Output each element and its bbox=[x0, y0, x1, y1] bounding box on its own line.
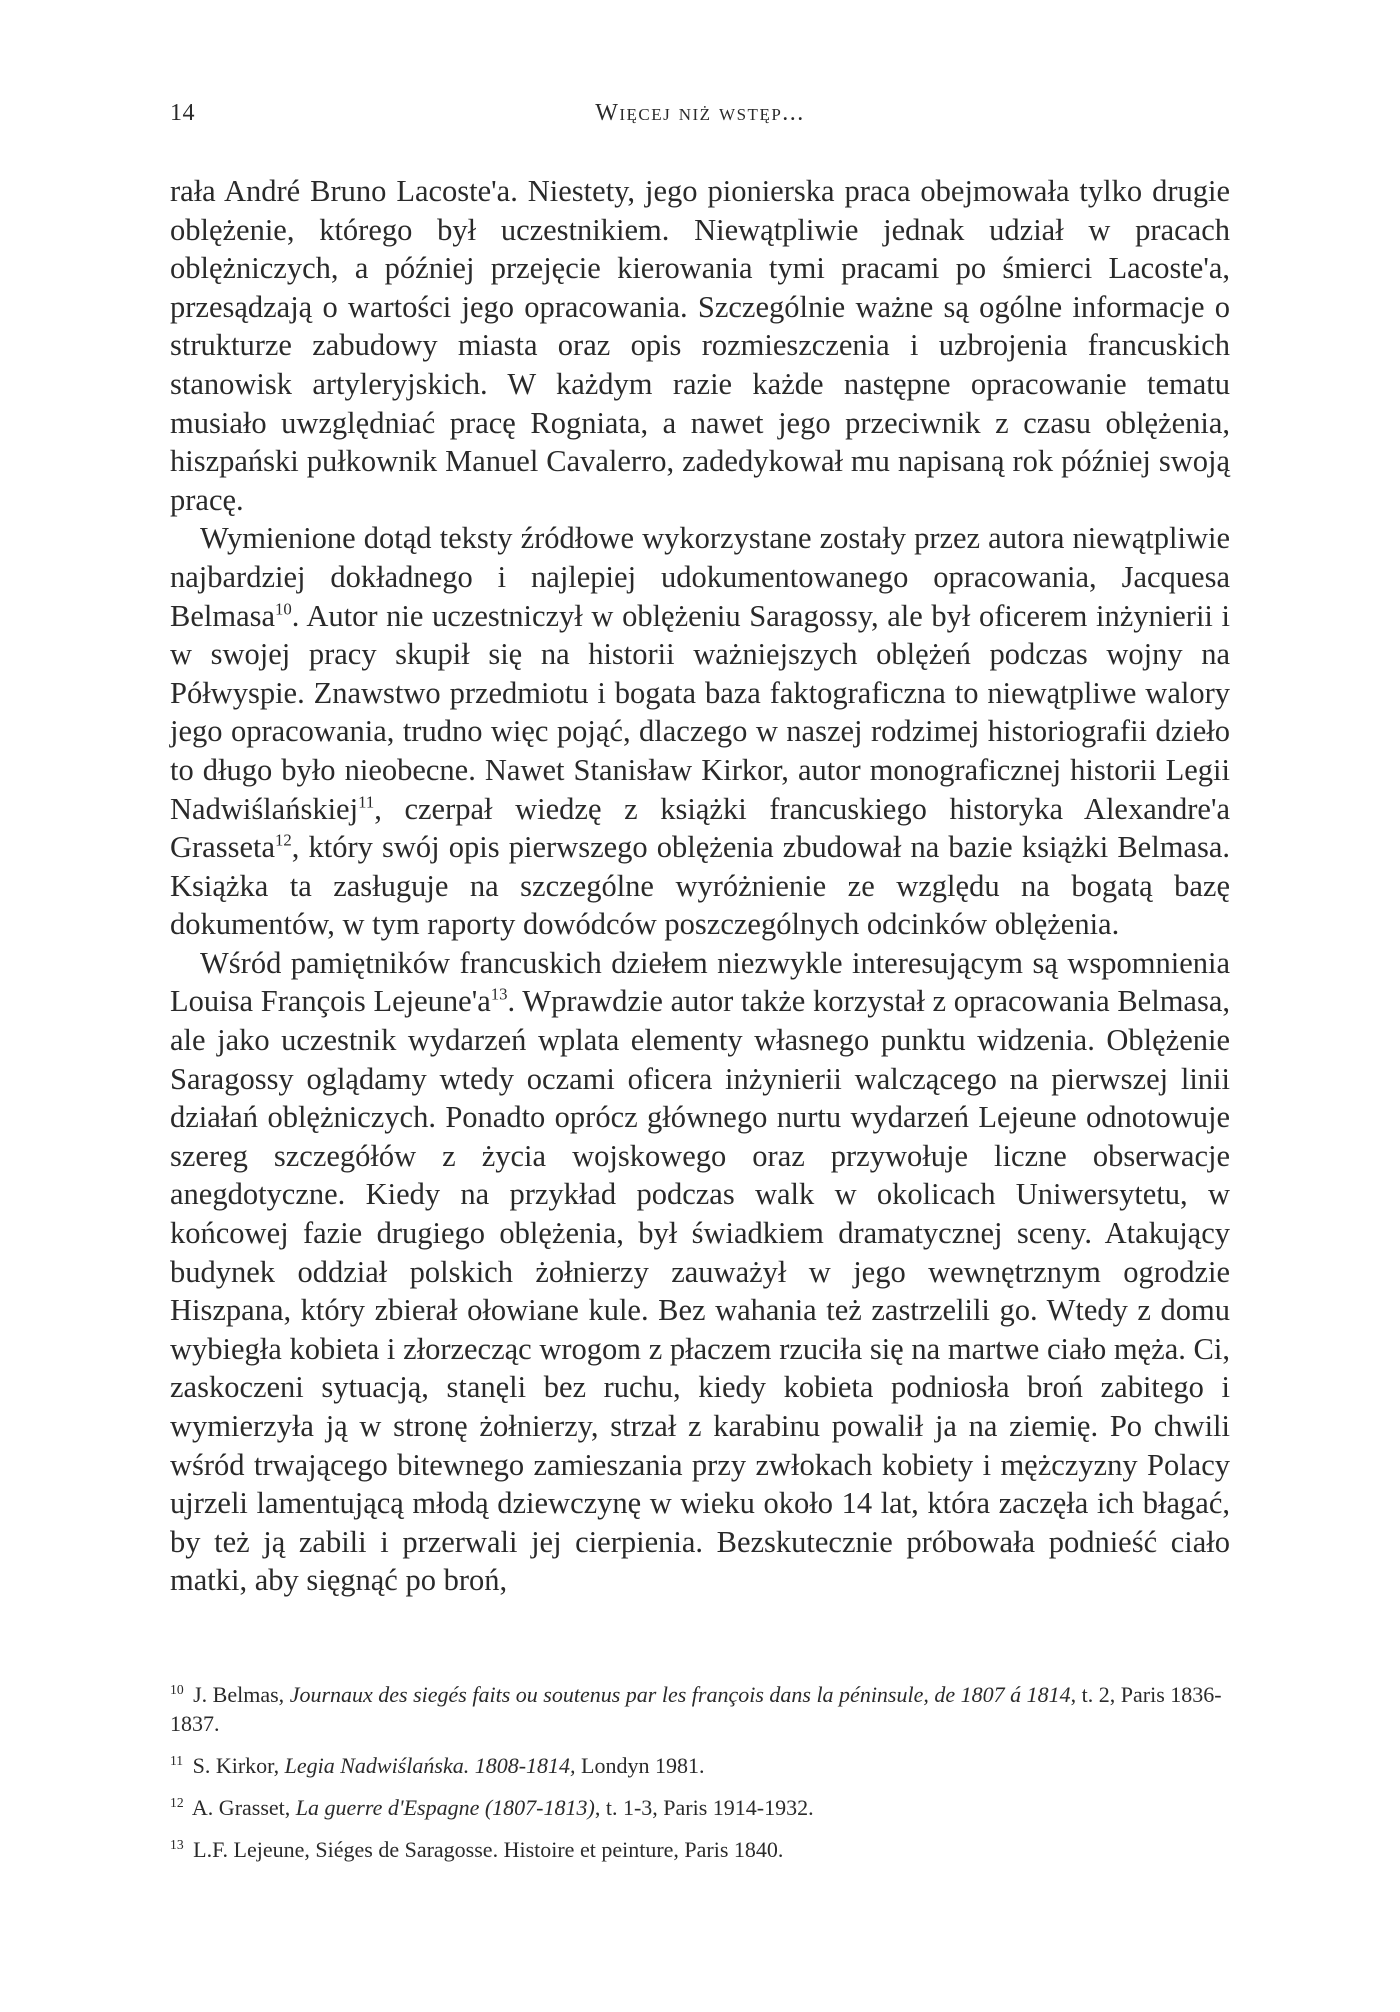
footnote-author: J. Belmas, bbox=[193, 1682, 285, 1707]
footnote-number: 11 bbox=[170, 1752, 184, 1768]
paragraph-2-text-a: Wymienione dotąd teksty źródłowe wykorzystane zostały przez autora niewątpliwie najbardziej dokładnego i najlepiej udokumentowanego opracowania, Jacquesa Belmasa bbox=[170, 521, 1230, 633]
body-text bbox=[170, 172, 1230, 1600]
footnote-rest: Londyn 1981. bbox=[575, 1753, 705, 1778]
paragraph-2-text-d: , który swój opis pierwszego oblężenia zbudował na bazie książki Belmasa. Książka ta zasługuje na szczególne wyróżnienie ze względu na bogatą bazę dokumentów, w tym raporty dowódców poszczególnych odcinków oblężenia. bbox=[170, 830, 1230, 942]
paragraph-3 bbox=[170, 944, 1230, 1600]
footnote-ref-11: 11 bbox=[358, 791, 375, 811]
page-number: 14 bbox=[170, 100, 195, 126]
footnote-number: 12 bbox=[170, 1794, 184, 1810]
footnote-author: S. Kirkor, bbox=[192, 1753, 280, 1778]
paragraph-1-text: rała André Bruno Lacoste'a. Niestety, jego pionierska praca obejmowała tylko drugie oblężenie, którego był uczestnikiem. Niewątpliwie jednak udział w pracach oblężniczych, a później przejęcie kierowania tymi pracami po śmierci Lacoste'a, przesądzają o wartości jego opracowania. Szczególnie ważne są ogólne informacje o strukturze zabudowy miasta oraz opis rozmieszczenia i uzbrojenia francuskich stanowisk artyleryjskich. W każdym razie każde następne opracowanie tematu musiało uwzględniać pracę Rogniata, a nawet jego przeciwnik z czasu oblężenia, hiszpański pułkownik Manuel Cavalerro, zadedykował mu napisaną rok później swoją pracę. bbox=[170, 174, 1230, 517]
footnote-number: 10 bbox=[170, 1681, 184, 1697]
footnote-13 bbox=[170, 1835, 1230, 1864]
footnote-rest: Siéges de Saragosse. Histoire et peinture, Paris 1840. bbox=[315, 1837, 784, 1862]
footnote-ref-10: 10 bbox=[275, 598, 292, 618]
paragraph-1 bbox=[170, 172, 1230, 519]
paragraph-2-text-b: . Autor nie uczestniczył w oblężeniu Saragossy, ale był oficerem inżynierii i w swojej pracy skupił się na historii ważniejszych oblężeń podczas wojny na Półwyspie. Znawstwo przedmiotu i bogata baza faktograficzna to niewątpliwe walory jego opracowania, trudno więc pojąć, dlaczego w naszej rodzimej historiografii dzieło to długo było nieobecne. Nawet Stanisław Kirkor, autor monograficznej historii Legii Nadwiślańskiej bbox=[170, 598, 1230, 826]
footnote-ref-13: 13 bbox=[490, 984, 508, 1004]
footnote-number: 13 bbox=[170, 1836, 184, 1852]
footnote-11 bbox=[170, 1751, 1230, 1780]
paragraph-2-text-c: , czerpał wiedzę z książki francuskiego historyka Alexandre'a Grasseta bbox=[170, 791, 1230, 865]
paragraph-3-text-a: Wśród pamiętników francuskich dziełem niezwykle interesującym są wspomnienia Louisa François Lejeune'a bbox=[170, 945, 1230, 1019]
footnote-12 bbox=[170, 1793, 1230, 1822]
paragraph-2 bbox=[170, 519, 1230, 944]
footnote-title: Legia Nadwiślańska. 1808-1814, bbox=[284, 1753, 576, 1778]
footnote-author: A. Grasset, bbox=[191, 1795, 291, 1820]
footnote-title: Journaux des siegés faits ou soutenus par les françois dans la péninsule, de 1807 á 1814 bbox=[289, 1682, 1071, 1707]
footnote-10 bbox=[170, 1680, 1230, 1738]
page-header bbox=[170, 100, 1230, 140]
footnote-rest: , t. 2, Paris 1836-1837. bbox=[170, 1682, 1222, 1736]
footnote-title: La guerre d'Espagne (1807-1813) bbox=[295, 1795, 595, 1820]
running-head: Więcej niż wstęp... bbox=[595, 100, 805, 126]
footnote-rest: , t. 1-3, Paris 1914-1932. bbox=[594, 1795, 814, 1820]
footnote-author: L.F. Lejeune, bbox=[193, 1837, 310, 1862]
footnote-ref-12: 12 bbox=[275, 830, 292, 850]
footnotes bbox=[170, 1680, 1230, 1877]
paragraph-3-text-b: . Wprawdzie autor także korzystał z opracowania Belmasa, ale jako uczestnik wydarzeń wplata elementy własnego punktu widzenia. Oblężenie Saragossy oglądamy wtedy oczami oficera inżynierii walczącego na pierwszej linii działań oblężniczych. Ponadto oprócz głównego nurtu wydarzeń Lejeune odnotowuje szereg szczegółów z życia wojskowego oraz przywołuje liczne obserwacje anegdotyczne. Kiedy na przykład podczas walk w okolicach Uniwersytetu, w końcowej fazie drugiego oblężenia, był świadkiem dramatycznej sceny. Atakujący budynek oddział polskich żołnierzy zauważył w jego wewnętrznym ogrodzie Hiszpana, który zbierał ołowiane kule. Bez wahania też zastrzelili go. Wtedy z domu wybiegła kobieta i złorzecząc wrogom z płaczem rzuciła się na martwe ciało męża. Ci, zaskoczeni sytuacją, stanęli bez ruchu, kiedy kobieta podniosła broń zabitego i wymierzyła ją w stronę żołnierzy, strzał z karabinu powalił ja na ziemię. Po chwili wśród trwającego bitewnego zamieszania przy zwłokach kobiety i mężczyzny Polacy ujrzeli lamentującą młodą dziewczynę w wieku około 14 lat, która zaczęła ich błagać, by też ją zabili i przerwali jej cierpienia. Bezskutecznie próbowała podnieść ciało matki, aby sięgnąć po broń, bbox=[170, 984, 1230, 1598]
